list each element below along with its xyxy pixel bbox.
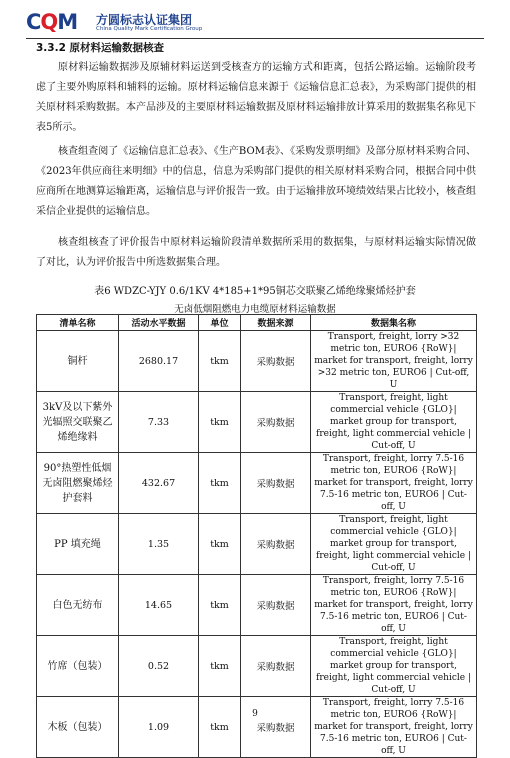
cell-unit: tkm [199, 331, 241, 392]
paragraph-transport-intro: 原材料运输数据涉及原辅材料运送到受核查方的运输方式和距离，包括公路运输。运输阶段考虑了主要外购原料和辅料的运输。原材料运输信息来源于《运输信息汇总表》，为采购部门提供的相关原材料采购数据。本产品涉及的主要原材料运输数据及原材料运输排放计算采用的数据集名称见下表5所示。 [36, 62, 476, 133]
header-unit: 单位 [199, 315, 241, 331]
cell-source: 采购数据 [241, 575, 311, 636]
cell-unit: tkm [199, 636, 241, 697]
header-activity-data: 活动水平数据 [119, 315, 199, 331]
cell-source: 采购数据 [241, 636, 311, 697]
header-inventory-name: 清单名称 [37, 315, 119, 331]
table-row [37, 331, 477, 392]
cell-source: 采购数据 [241, 514, 311, 575]
table-row [37, 697, 477, 758]
header-divider [26, 38, 484, 39]
table-row [37, 636, 477, 697]
page-number: 9 [252, 709, 258, 719]
cell-dataset: Transport, freight, lorry >32 metric ton, EURO6 {RoW}| market for transport, freight, lorry >32 metric ton, EURO6 | Cut-off, U [311, 331, 477, 392]
cell-source: 采购数据 [241, 331, 311, 392]
cell-source: 采购数据 [241, 392, 311, 453]
cell-value: 0.52 [119, 636, 199, 697]
cell-dataset: Transport, freight, light commercial vehicle {GLO}| market group for transport, freight, light commercial vehicle | Cut-off, U [311, 392, 477, 453]
table-row [37, 575, 477, 636]
paragraph-verification: 核查组查阅了《运输信息汇总表》、《生产BOM表》、《采购发票明细》及部分原材料采购合同、《2023年供应商往来明细》中的信息，信息为采购部门提供的相关原材料采购合同，根据合同中供应商所在地测算运输距离，运输信息与评价报告一致。由于运输排放环境绩效结果占比较小，核查组采信企业提供的运输信息。 [36, 146, 476, 217]
cell-dataset: Transport, freight, lorry 7.5-16 metric ton, EURO6 {RoW}| market for transport, freight, lorry 7.5-16 metric ton, EURO6 | Cut-off, U [311, 697, 477, 758]
cell-value: 1.35 [119, 514, 199, 575]
cell-name: 木板（包装） [37, 697, 119, 758]
paragraph-conclusion: 核查组核查了评价报告中原材料运输阶段清单数据所采用的数据集，与原材料运输实际情况做了对比，认为评价报告中所选数据集合理。 [36, 237, 476, 268]
cell-dataset: Transport, freight, lorry 7.5-16 metric ton, EURO6 {RoW}| market for transport, freight, lorry 7.5-16 metric ton, EURO6 | Cut-off, U [311, 453, 477, 514]
table-header-row [37, 315, 477, 331]
cell-source: 采购数据 [241, 453, 311, 514]
cell-dataset: Transport, freight, light commercial vehicle {GLO}| market group for transport, freight, light commercial vehicle | Cut-off, U [311, 514, 477, 575]
table-row [37, 514, 477, 575]
cell-name: PP 填充绳 [37, 514, 119, 575]
section-title: 3.3.2 原材料运输数据核查 [36, 42, 165, 54]
logo-letter-q: Q [40, 10, 58, 34]
cell-unit: tkm [199, 392, 241, 453]
org-name-cn: 方圆标志认证集团 [96, 13, 193, 27]
cell-dataset: Transport, freight, light commercial vehicle {GLO}| market group for transport, freight, light commercial vehicle | Cut-off, U [311, 636, 477, 697]
cell-name: 90°热塑性低烟无卤阻燃聚烯烃护套料 [37, 453, 119, 514]
table-subtitle: 无卤低烟阻燃电力电缆原材料运输数据 [174, 304, 336, 315]
header-data-source: 数据来源 [241, 315, 311, 331]
cell-value: 7.33 [119, 392, 199, 453]
cqm-logo [26, 10, 77, 34]
cell-unit: tkm [199, 697, 241, 758]
cell-name: 3kV及以下紫外光辐照交联聚乙烯绝缘料 [37, 392, 119, 453]
cell-unit: tkm [199, 514, 241, 575]
cell-unit: tkm [199, 453, 241, 514]
transport-data-table [36, 314, 477, 758]
cell-value: 1.09 [119, 697, 199, 758]
cell-unit: tkm [199, 575, 241, 636]
cell-dataset: Transport, freight, lorry 7.5-16 metric ton, EURO6 {RoW}| market for transport, freight, lorry 7.5-16 metric ton, EURO6 | Cut-off, U [311, 575, 477, 636]
cell-source: 采购数据 [241, 697, 311, 758]
cell-value: 432.67 [119, 453, 199, 514]
cell-name: 白色无纺布 [37, 575, 119, 636]
table-row [37, 392, 477, 453]
page-header [0, 0, 510, 40]
cell-value: 14.65 [119, 575, 199, 636]
table-row [37, 453, 477, 514]
table-title: 表6 WDZC-YJY 0.6/1KV 4*185+1*95铜芯交联聚乙烯绝缘聚烯烃护套 [94, 286, 416, 297]
cell-name: 铜杆 [37, 331, 119, 392]
logo-letter-m: M [57, 10, 78, 34]
header-dataset-name: 数据集名称 [311, 315, 477, 331]
cell-name: 竹席（包装） [37, 636, 119, 697]
org-name-en: China Quality Mark Certification Group [96, 26, 203, 32]
logo-letter-c: C [26, 10, 41, 34]
cell-value: 2680.17 [119, 331, 199, 392]
